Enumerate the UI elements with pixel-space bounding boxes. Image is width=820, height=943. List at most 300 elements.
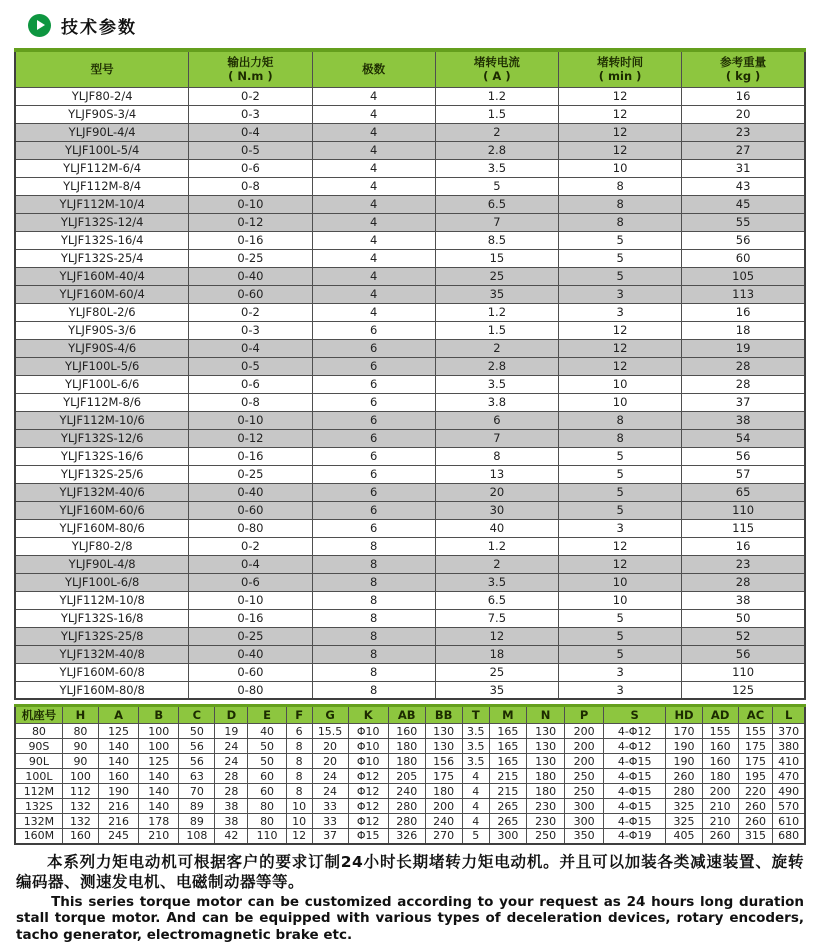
table-cell: 325 — [666, 814, 702, 829]
table-cell: 240 — [425, 814, 462, 829]
footer-notes — [14, 852, 806, 943]
table-cell: 4 — [462, 784, 489, 799]
table-cell: 140 — [139, 769, 179, 784]
footer-note-en: This series torque motor can be customized according to your request as 24 hours long duration stall torque motor. And can be equipped with various types of deceleration devices, rotary encoders, tacho generator, electromagnetic brake etc. — [16, 894, 804, 943]
table-cell: 10 — [559, 573, 682, 591]
table-cell: 5 — [559, 267, 682, 285]
table-cell: 3 — [559, 519, 682, 537]
table-cell: YLJF160M-40/4 — [15, 267, 189, 285]
table-cell: Φ10 — [348, 754, 388, 769]
table-cell: 180 — [425, 784, 462, 799]
table-cell: 175 — [738, 739, 773, 754]
table-cell: 19 — [682, 339, 805, 357]
table-cell: 245 — [99, 829, 139, 844]
table-cell: 12 — [559, 87, 682, 105]
table-cell: 140 — [99, 754, 139, 769]
table-row — [15, 303, 805, 321]
table-cell: YLJF160M-60/6 — [15, 501, 189, 519]
table-cell: 30 — [435, 501, 558, 519]
table-cell: 6 — [312, 501, 435, 519]
column-header: H — [62, 706, 98, 724]
table-cell: 5 — [559, 483, 682, 501]
table-cell: 55 — [682, 213, 805, 231]
table-cell: 0-60 — [189, 501, 312, 519]
table-cell: 215 — [489, 784, 526, 799]
table-cell: 10 — [286, 799, 312, 814]
table-cell: 4 — [462, 799, 489, 814]
table-cell: 8 — [559, 195, 682, 213]
table-cell: 4 — [312, 177, 435, 195]
table-cell: 89 — [179, 799, 215, 814]
table-cell: 100 — [139, 739, 179, 754]
table-row — [15, 411, 805, 429]
table-cell: 10 — [559, 159, 682, 177]
table-cell: 200 — [565, 739, 604, 754]
table-cell: YLJF100L-5/4 — [15, 141, 189, 159]
table-row — [15, 465, 805, 483]
table-cell: YLJF132S-16/4 — [15, 231, 189, 249]
spec-table-body — [15, 87, 805, 699]
table-cell: 210 — [702, 814, 738, 829]
table-cell: 8.5 — [435, 231, 558, 249]
play-triangle-icon — [37, 20, 45, 30]
table-cell: 260 — [738, 814, 773, 829]
table-cell: 0-60 — [189, 663, 312, 681]
table-cell: 165 — [489, 739, 526, 754]
table-cell: 3 — [559, 663, 682, 681]
table-cell: 8 — [559, 411, 682, 429]
table-cell: 1.2 — [435, 303, 558, 321]
table-row — [15, 393, 805, 411]
table-cell: 325 — [666, 799, 702, 814]
table-cell: 20 — [682, 105, 805, 123]
table-cell: 40 — [248, 724, 287, 739]
table-row — [15, 357, 805, 375]
table-cell: 0-12 — [189, 429, 312, 447]
table-cell: 6 — [312, 519, 435, 537]
table-cell: 108 — [179, 829, 215, 844]
table-cell: 6 — [312, 465, 435, 483]
table-cell: 5 — [559, 501, 682, 519]
table-cell: 2.8 — [435, 357, 558, 375]
table-cell: 220 — [738, 784, 773, 799]
table-row — [15, 321, 805, 339]
table-cell: 63 — [179, 769, 215, 784]
table-cell: 160 — [702, 739, 738, 754]
column-header: P — [565, 706, 604, 724]
table-cell: YLJF132M-40/6 — [15, 483, 189, 501]
page-title: 技术参数 — [61, 13, 137, 38]
table-cell: 60 — [248, 769, 287, 784]
table-cell: 7 — [435, 429, 558, 447]
table-cell: 8 — [559, 213, 682, 231]
table-cell: 80 — [248, 814, 287, 829]
table-cell: 8 — [312, 627, 435, 645]
table-cell: 140 — [139, 799, 179, 814]
table-cell: 160 — [62, 829, 98, 844]
table-cell: 12 — [559, 321, 682, 339]
column-header: L — [773, 706, 805, 724]
table-cell: 200 — [702, 784, 738, 799]
table-cell: 0-40 — [189, 645, 312, 663]
table-cell: 6.5 — [435, 591, 558, 609]
table-cell: 43 — [682, 177, 805, 195]
table-cell: Φ12 — [348, 769, 388, 784]
column-header: 机座号 — [15, 706, 62, 724]
table-cell: 24 — [312, 784, 348, 799]
table-row — [15, 249, 805, 267]
table-cell: 110 — [248, 829, 287, 844]
table-row — [15, 663, 805, 681]
column-header: 输出力矩 ( N.m ) — [189, 50, 312, 87]
table-cell: 16 — [682, 303, 805, 321]
table-cell: 4-Φ15 — [603, 784, 666, 799]
table-cell: YLJF132M-40/8 — [15, 645, 189, 663]
table-cell: 230 — [526, 799, 565, 814]
table-row — [15, 447, 805, 465]
table-cell: 28 — [215, 784, 248, 799]
table-cell: 155 — [702, 724, 738, 739]
table-cell: YLJF90S-3/6 — [15, 321, 189, 339]
table-row — [15, 177, 805, 195]
table-cell: 15 — [435, 249, 558, 267]
table-cell: YLJF132S-12/4 — [15, 213, 189, 231]
table-cell: 54 — [682, 429, 805, 447]
table-cell: 2 — [435, 555, 558, 573]
column-header: F — [286, 706, 312, 724]
table-cell: 10 — [559, 393, 682, 411]
table-cell: 100L — [15, 769, 62, 784]
table-cell: 132S — [15, 799, 62, 814]
table-cell: 0-12 — [189, 213, 312, 231]
table-cell: 200 — [425, 799, 462, 814]
column-header: 堵转时间 ( min ) — [559, 50, 682, 87]
table-row — [15, 213, 805, 231]
table-cell: 210 — [139, 829, 179, 844]
table-cell: 0-25 — [189, 465, 312, 483]
table-cell: 38 — [682, 411, 805, 429]
table-cell: YLJF132S-16/8 — [15, 609, 189, 627]
table-row — [15, 141, 805, 159]
table-cell: 1.5 — [435, 321, 558, 339]
table-cell: 160M — [15, 829, 62, 844]
table-cell: 16 — [682, 87, 805, 105]
table-row — [15, 375, 805, 393]
table-cell: YLJF160M-60/8 — [15, 663, 189, 681]
column-header: M — [489, 706, 526, 724]
table-cell: 45 — [682, 195, 805, 213]
table-cell: 370 — [773, 724, 805, 739]
table-cell: 0-5 — [189, 357, 312, 375]
table-cell: 12 — [559, 537, 682, 555]
table-cell: 3.5 — [462, 754, 489, 769]
table-cell: 8 — [286, 739, 312, 754]
table-cell: 6 — [312, 375, 435, 393]
table-cell: 25 — [435, 663, 558, 681]
table-cell: 5 — [559, 465, 682, 483]
table-cell: 270 — [425, 829, 462, 844]
table-cell: 4-Φ12 — [603, 739, 666, 754]
table-cell: 6 — [312, 447, 435, 465]
table-cell: 250 — [565, 784, 604, 799]
table-row — [15, 754, 805, 769]
table-cell: YLJF160M-60/4 — [15, 285, 189, 303]
table-cell: 6 — [435, 411, 558, 429]
table-row — [15, 724, 805, 739]
table-row — [15, 609, 805, 627]
table-cell: 8 — [286, 784, 312, 799]
table-cell: 132 — [62, 814, 98, 829]
table-cell: 0-4 — [189, 339, 312, 357]
table-cell: 105 — [682, 267, 805, 285]
table-cell: 490 — [773, 784, 805, 799]
table-cell: 4 — [312, 123, 435, 141]
table-cell: Φ12 — [348, 799, 388, 814]
table-cell: 8 — [312, 537, 435, 555]
table-cell: 12 — [559, 105, 682, 123]
table-cell: 0-6 — [189, 573, 312, 591]
table-cell: YLJF132S-25/6 — [15, 465, 189, 483]
table-cell: 326 — [388, 829, 425, 844]
table-cell: 6 — [312, 321, 435, 339]
table-cell: 4-Φ12 — [603, 724, 666, 739]
table-row — [15, 537, 805, 555]
column-header: BB — [425, 706, 462, 724]
table-cell: 216 — [99, 799, 139, 814]
table-cell: 6 — [312, 429, 435, 447]
column-header: AC — [738, 706, 773, 724]
table-row — [15, 645, 805, 663]
table-cell: 0-40 — [189, 267, 312, 285]
column-header: HD — [666, 706, 702, 724]
table-cell: YLJF160M-80/8 — [15, 681, 189, 699]
table-cell: 3.5 — [435, 159, 558, 177]
table-cell: 113 — [682, 285, 805, 303]
table-cell: 0-4 — [189, 555, 312, 573]
table-cell: 90 — [62, 739, 98, 754]
table-row — [15, 739, 805, 754]
table-row — [15, 627, 805, 645]
table-cell: 300 — [489, 829, 526, 844]
table-cell: YLJF90S-3/4 — [15, 105, 189, 123]
table-row — [15, 814, 805, 829]
table-cell: 4 — [312, 213, 435, 231]
table-cell: 4-Φ15 — [603, 754, 666, 769]
table-cell: 300 — [565, 814, 604, 829]
table-cell: YLJF132S-12/6 — [15, 429, 189, 447]
column-header: C — [179, 706, 215, 724]
table-cell: 570 — [773, 799, 805, 814]
table-cell: Φ12 — [348, 784, 388, 799]
table-cell: 8 — [312, 681, 435, 699]
table-cell: 38 — [215, 814, 248, 829]
table-cell: 50 — [682, 609, 805, 627]
table-cell: 4 — [312, 231, 435, 249]
table-cell: 280 — [666, 784, 702, 799]
table-row — [15, 784, 805, 799]
column-header: 堵转电流 ( A ) — [435, 50, 558, 87]
table-cell: 0-4 — [189, 123, 312, 141]
table-cell: 180 — [388, 754, 425, 769]
table-cell: 132M — [15, 814, 62, 829]
table-cell: 3.5 — [462, 739, 489, 754]
table-cell: 0-60 — [189, 285, 312, 303]
table-cell: 56 — [682, 645, 805, 663]
table-cell: 6 — [312, 357, 435, 375]
table-cell: 132 — [62, 799, 98, 814]
table-cell: 470 — [773, 769, 805, 784]
table-cell: 200 — [565, 724, 604, 739]
table-cell: 195 — [738, 769, 773, 784]
table-cell: YLJF80L-2/6 — [15, 303, 189, 321]
table-cell: 112M — [15, 784, 62, 799]
table-cell: 130 — [526, 724, 565, 739]
table-cell: 175 — [738, 754, 773, 769]
table-cell: 125 — [99, 724, 139, 739]
column-header: 型号 — [15, 50, 189, 87]
table-cell: YLJF112M-6/4 — [15, 159, 189, 177]
table-cell: 100 — [139, 724, 179, 739]
table-cell: 110 — [682, 663, 805, 681]
table-cell: 0-40 — [189, 483, 312, 501]
table-cell: 60 — [682, 249, 805, 267]
play-icon — [28, 14, 51, 37]
table-cell: YLJF100L-6/8 — [15, 573, 189, 591]
table-cell: 3.8 — [435, 393, 558, 411]
table-cell: 100 — [62, 769, 98, 784]
table-cell: 6 — [286, 724, 312, 739]
table-cell: 80 — [248, 799, 287, 814]
table-cell: 5 — [559, 645, 682, 663]
spec-table-head-row — [15, 50, 805, 87]
table-row — [15, 195, 805, 213]
table-cell: 0-16 — [189, 231, 312, 249]
table-cell: 0-10 — [189, 195, 312, 213]
table-cell: 250 — [526, 829, 565, 844]
table-cell: 6 — [312, 411, 435, 429]
table-cell: 5 — [559, 627, 682, 645]
column-header: AB — [388, 706, 425, 724]
table-row — [15, 87, 805, 105]
table-cell: 130 — [526, 739, 565, 754]
table-row — [15, 829, 805, 844]
table-row — [15, 105, 805, 123]
table-cell: 3.5 — [435, 573, 558, 591]
table-cell: 15.5 — [312, 724, 348, 739]
table-cell: Φ15 — [348, 829, 388, 844]
table-cell: 610 — [773, 814, 805, 829]
table-cell: 3 — [559, 303, 682, 321]
table-cell: 4 — [312, 195, 435, 213]
table-cell: 4 — [312, 105, 435, 123]
table-cell: 200 — [565, 754, 604, 769]
table-cell: 28 — [682, 573, 805, 591]
table-cell: 130 — [526, 754, 565, 769]
table-cell: YLJF132S-16/6 — [15, 447, 189, 465]
column-header: N — [526, 706, 565, 724]
table-cell: 23 — [682, 123, 805, 141]
table-cell: 300 — [565, 799, 604, 814]
table-cell: 3 — [559, 285, 682, 303]
table-cell: 7.5 — [435, 609, 558, 627]
table-cell: 20 — [312, 754, 348, 769]
table-row — [15, 285, 805, 303]
table-row — [15, 267, 805, 285]
table-cell: 175 — [425, 769, 462, 784]
table-cell: 3 — [559, 681, 682, 699]
table-cell: 2 — [435, 339, 558, 357]
table-cell: 1.5 — [435, 105, 558, 123]
table-cell: YLJF90S-4/6 — [15, 339, 189, 357]
table-cell: 28 — [215, 769, 248, 784]
table-cell: 24 — [312, 769, 348, 784]
table-cell: 28 — [682, 357, 805, 375]
column-header: B — [139, 706, 179, 724]
table-cell: 4 — [312, 285, 435, 303]
column-header: 参考重量 ( kg ) — [682, 50, 805, 87]
table-cell: 56 — [179, 754, 215, 769]
table-cell: 216 — [99, 814, 139, 829]
table-row — [15, 483, 805, 501]
table-cell: 130 — [425, 724, 462, 739]
table-cell: 160 — [99, 769, 139, 784]
table-row — [15, 555, 805, 573]
table-cell: 4 — [312, 87, 435, 105]
section-header — [28, 12, 806, 38]
table-cell: YLJF112M-10/8 — [15, 591, 189, 609]
table-cell: 410 — [773, 754, 805, 769]
table-cell: 6 — [312, 339, 435, 357]
table-cell: 50 — [179, 724, 215, 739]
table-cell: 8 — [559, 429, 682, 447]
table-cell: 260 — [702, 829, 738, 844]
table-cell: 140 — [139, 784, 179, 799]
table-cell: 380 — [773, 739, 805, 754]
dim-table-head-row — [15, 706, 805, 724]
table-cell: 80 — [15, 724, 62, 739]
table-cell: 60 — [248, 784, 287, 799]
table-cell: 35 — [435, 681, 558, 699]
table-cell: 190 — [666, 754, 702, 769]
table-cell: YLJF112M-8/6 — [15, 393, 189, 411]
table-row — [15, 591, 805, 609]
table-cell: 250 — [565, 769, 604, 784]
table-cell: 42 — [215, 829, 248, 844]
table-cell: 178 — [139, 814, 179, 829]
table-cell: 25 — [435, 267, 558, 285]
table-cell: 0-6 — [189, 159, 312, 177]
table-cell: 110 — [682, 501, 805, 519]
table-cell: 23 — [682, 555, 805, 573]
table-cell: 405 — [666, 829, 702, 844]
table-cell: 4-Φ19 — [603, 829, 666, 844]
column-header: K — [348, 706, 388, 724]
table-cell: 4 — [312, 141, 435, 159]
table-cell: 140 — [99, 739, 139, 754]
table-cell: 50 — [248, 739, 287, 754]
table-cell: 0-10 — [189, 411, 312, 429]
table-cell: 0-8 — [189, 393, 312, 411]
table-cell: 4 — [312, 249, 435, 267]
table-cell: 33 — [312, 799, 348, 814]
table-cell: 4 — [462, 769, 489, 784]
table-cell: 1.2 — [435, 537, 558, 555]
table-row — [15, 159, 805, 177]
table-cell: 38 — [682, 591, 805, 609]
table-cell: 0-6 — [189, 375, 312, 393]
table-cell: 260 — [666, 769, 702, 784]
column-header: T — [462, 706, 489, 724]
